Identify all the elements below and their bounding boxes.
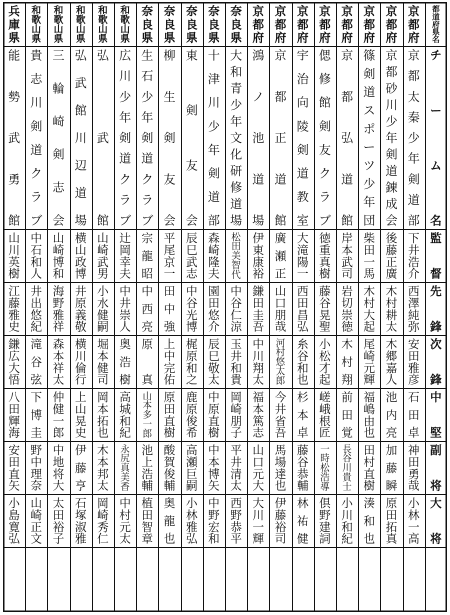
table-cell-prefecture: 奈良県	[141, 4, 154, 45]
table-cell-senpo: 田中強	[163, 284, 176, 334]
table-cell-coach: 大滝陽一	[296, 231, 309, 281]
table-cell-prefecture: 京都府	[363, 4, 376, 45]
table-cell-prefecture: 奈良県	[230, 4, 242, 45]
table-cell-coach: 山川英樹	[8, 231, 20, 281]
table-cell-fukusho: 永尻真美香	[120, 444, 130, 493]
table-cell-coach: 山崎武男	[97, 231, 109, 281]
table-cell-coach: 山崎博和	[52, 231, 65, 281]
table-cell-prefecture: 京都府	[407, 4, 420, 45]
table-cell-jiho: 奥浩樹	[119, 337, 131, 387]
table-cell-team: 宇治向陵剣道教室	[296, 48, 309, 228]
table-cell-senpo: 井原義敬	[74, 284, 87, 334]
table-cell-chuken: 前田覚	[341, 390, 353, 440]
table-cell-jiho: 堀本健司	[97, 337, 109, 387]
table-cell-team: 京都砂川少年剣道錬成会	[385, 48, 398, 228]
table-cell-team: 能勢武勇館	[8, 48, 21, 228]
table-cell-jiho: 河村悠太郎	[275, 338, 286, 387]
table-cell-chuken: 福本篤志	[252, 390, 265, 440]
header-cell: 大将	[430, 496, 442, 546]
table-cell-taisho: 小林一高	[407, 496, 420, 546]
table-cell-jiho: 原真	[141, 337, 154, 387]
table-cell-fukusho: 伊藤亨	[74, 443, 87, 493]
table-cell-fukusho: 馬場達也	[274, 443, 287, 493]
table-cell-prefecture: 和歌山県	[53, 5, 64, 45]
table-cell-senpo: 小水健嗣	[97, 284, 109, 334]
header-cell: 次鋒	[430, 337, 442, 387]
table-cell-taisho: 太田裕子	[52, 496, 65, 546]
table-cell-team: 柳生剣友会	[163, 48, 176, 228]
table-cell-senpo: 岩切崇徳	[341, 284, 353, 334]
table-cell-senpo: 鎌田圭吾	[252, 284, 265, 334]
table-cell-senpo: 井出悠紀	[30, 284, 43, 334]
table-cell-chuken: 高城和紀	[119, 390, 131, 440]
table-cell-team: 鴻ノ池道場	[252, 48, 265, 228]
table-cell-coach: 宗龍昭	[141, 231, 154, 281]
table-cell-chuken: 岡本拓也	[97, 390, 109, 440]
table-cell-team: 京都正道館	[274, 48, 287, 228]
table-cell-fukusho: 山口元大	[252, 443, 265, 493]
table-cell-jiho: 木村翔	[341, 337, 353, 387]
table-cell-team: 十津川少年剣道部	[207, 48, 220, 228]
table-cell-taisho: 中村元太	[119, 496, 131, 546]
table-cell-jiho: 森本祥太	[52, 337, 65, 387]
table-cell-prefecture: 奈良県	[163, 4, 176, 45]
table-cell-chuken: 杉本卓	[296, 390, 309, 440]
table-cell-taisho: 大川一輝	[252, 496, 265, 546]
table-cell-taisho: 倶野建詞	[319, 496, 331, 546]
table-cell-senpo: 木村大起	[363, 284, 376, 334]
table-cell-taisho: 西野恭平	[230, 496, 242, 546]
table-cell-jiho: 鎌広大悟	[8, 337, 20, 387]
table-cell-coach: 中石和人	[30, 231, 43, 281]
table-cell-jiho: 横川倫行	[74, 337, 87, 387]
table-cell-fukusho: 木本邦太	[97, 443, 109, 493]
table-cell-taisho: 小川和紀	[341, 496, 353, 546]
table-cell-chuken: 岡崎朋子	[230, 390, 242, 440]
header-cell: チーム名	[430, 48, 442, 228]
table-cell-fukusho: 酸賀俊輔	[163, 443, 176, 493]
table-cell-chuken: 石田卓	[407, 390, 420, 440]
table-cell-jiho: 梶原和之	[185, 337, 198, 387]
table-cell-coach: 平尾京一	[163, 231, 176, 281]
table-cell-chuken: 原田直樹	[163, 390, 176, 440]
table-cell-fukusho: 野中理奈	[30, 443, 43, 493]
table-cell-chuken: 下博圭	[30, 390, 43, 440]
table-cell-coach: 後藤正廣	[385, 231, 398, 281]
table-cell-coach: 辻岡幸夫	[119, 231, 131, 281]
table-cell-senpo: 海野雅祥	[52, 284, 65, 334]
table-cell-chuken: 嵯峨根匠	[319, 390, 331, 440]
table-cell-fukusho: 平井清太	[230, 443, 242, 493]
roster-table	[3, 2, 447, 612]
table-cell-fukusho: 中地将大	[52, 443, 65, 493]
table-cell-prefecture: 兵庫県	[8, 4, 20, 45]
table-cell-fukusho: 神田勇哉	[407, 443, 420, 493]
table-cell-coach: 柴田一馬	[363, 231, 376, 281]
table-cell-prefecture: 和歌山県	[120, 5, 130, 45]
table-cell-fukusho: 中本博矢	[208, 443, 220, 493]
table-cell-prefecture: 京都府	[296, 4, 309, 45]
table-cell-coach: 伊東康裕	[252, 231, 265, 281]
table-grid	[3, 2, 447, 612]
table-cell-coach: 徳重真樹	[319, 231, 331, 281]
table-cell-team: 偲修館剣友クラブ	[318, 48, 331, 228]
table-cell-coach: 廣瀬正	[274, 231, 287, 281]
table-cell-senpo: 中西亮	[141, 284, 154, 334]
table-cell-jiho: 尾崎元輝	[363, 337, 376, 387]
table-cell-jiho: 小松才起	[319, 337, 331, 387]
table-cell-team: 貴志川剣道クラブ	[30, 48, 43, 228]
table-cell-taisho: 湊和也	[363, 496, 376, 546]
table-cell-taisho: 小林雅弘	[185, 496, 198, 546]
table-cell-jiho: 上中完佑	[163, 337, 176, 387]
table-cell-taisho: 林祐健	[296, 496, 309, 546]
table-cell-team: 大和青少年文化研修道場	[230, 48, 243, 228]
table-cell-senpo: 藤谷晃聖	[319, 284, 331, 334]
table-cell-chuken: 上山晃史	[74, 390, 87, 440]
table-cell-team: 弘武館	[96, 48, 109, 228]
table-cell-fukusho: 池上浩輔	[141, 443, 154, 493]
table-cell-senpo: 西田昌弘	[296, 284, 309, 334]
table-cell-fukusho: 一時松浩導	[320, 444, 330, 493]
header-cell: 中堅	[430, 390, 442, 440]
header-cell: 副将	[430, 443, 442, 493]
table-cell-chuken: 八田輝海	[8, 390, 20, 440]
table-cell-fukusho: 加藤瞬	[385, 443, 398, 493]
table-cell-prefecture: 京都府	[341, 4, 353, 45]
table-cell-jiho: 滝谷弦	[30, 337, 43, 387]
table-cell-fukusho: 高瀬巨嗣	[185, 443, 198, 493]
table-cell-taisho: 中野宏和	[208, 496, 220, 546]
table-cell-coach: 下井浩介	[407, 231, 420, 281]
table-cell-prefecture: 京都府	[274, 4, 287, 45]
table-cell-coach: 松田美智代	[231, 232, 241, 281]
table-cell-senpo: 山口朋哉	[274, 284, 287, 334]
table-cell-chuken: 仲健一郎	[52, 390, 65, 440]
table-cell-jiho: 玉井和貴	[230, 337, 242, 387]
table-cell-fukusho: 長谷川貴士	[342, 444, 352, 493]
table-cell-chuken: 鹿原俊希	[185, 390, 198, 440]
table-cell-team: 京都弘道館	[341, 48, 354, 228]
table-cell-taisho: 小島寛弘	[8, 496, 20, 546]
table-cell-chuken: 福嶋由也	[363, 390, 376, 440]
table-cell-senpo: 園田悠介	[208, 284, 220, 334]
table-cell-prefecture: 京都府	[319, 4, 331, 45]
header-cell: 先鋒	[430, 284, 442, 334]
table-cell-senpo: 江藤雅史	[8, 284, 20, 334]
table-cell-taisho: 伊藤裕司	[274, 496, 287, 546]
table-cell-coach: 岸本武司	[341, 231, 353, 281]
table-cell-coach: 森崎隆夫	[208, 231, 220, 281]
table-cell-jiho: 糸谷和也	[296, 337, 309, 387]
table-cell-chuken: 今井省吾	[274, 390, 287, 440]
table-cell-fukusho: 藤谷恭輔	[296, 443, 309, 493]
table-cell-taisho: 山崎正文	[30, 496, 43, 546]
table-cell-senpo: 中谷仁涼	[230, 284, 242, 334]
table-cell-team: 京都太秦少年剣道部	[407, 48, 420, 228]
table-cell-chuken: 池内亮	[385, 390, 398, 440]
table-cell-senpo: 木村耕太	[385, 284, 398, 334]
table-cell-prefecture: 京都府	[252, 4, 265, 45]
table-cell-jiho: 辰巳敬太	[208, 337, 220, 387]
table-cell-coach: 横山政博	[74, 231, 87, 281]
table-cell-prefecture: 和歌山県	[31, 5, 42, 45]
table-cell-jiho: 中川翔太	[252, 337, 265, 387]
table-cell-fukusho: 安田直矢	[8, 443, 20, 493]
table-cell-taisho: 岡崎秀仁	[97, 496, 109, 546]
table-cell-team: 東剣友会	[185, 48, 198, 228]
table-cell-jiho: 安田雅彦	[407, 337, 420, 387]
table-cell-prefecture: 和歌山県	[98, 5, 108, 45]
table-cell-team: 弘武館川辺道場	[74, 48, 87, 228]
table-cell-team: 三輪崎剣志会	[52, 48, 65, 228]
header-cell: 監督	[430, 231, 442, 281]
table-cell-taisho: 石塚淑雅	[74, 496, 87, 546]
table-cell-team: 篠剣道スポーツ少年団	[363, 48, 376, 228]
table-cell-chuken: 中原直樹	[208, 390, 220, 440]
table-cell-senpo: 中谷光博	[185, 284, 198, 334]
table-cell-taisho: 植田智章	[141, 496, 154, 546]
header-cell: 都道府県名	[432, 4, 440, 45]
table-cell-prefecture: 奈良県	[208, 4, 220, 45]
table-cell-prefecture: 和歌山県	[75, 5, 86, 45]
table-cell-chuken: 山本多一郎	[142, 391, 152, 440]
table-cell-senpo: 中井崇人	[119, 284, 131, 334]
table-cell-team: 生石少年剣道クラブ	[141, 48, 154, 228]
table-cell-fukusho: 田村直樹	[363, 443, 376, 493]
table-cell-team: 広川少年剣道クラブ	[119, 48, 132, 228]
table-cell-senpo: 西澤純弥	[407, 284, 420, 334]
table-cell-coach: 辰巳武志	[185, 231, 198, 281]
table-cell-prefecture: 奈良県	[185, 4, 198, 45]
table-cell-taisho: 原田拓真	[385, 496, 398, 546]
table-cell-prefecture: 京都府	[385, 4, 398, 45]
table-cell-taisho: 奥龍也	[163, 496, 176, 546]
table-cell-jiho: 木郷嘉人	[385, 337, 398, 387]
